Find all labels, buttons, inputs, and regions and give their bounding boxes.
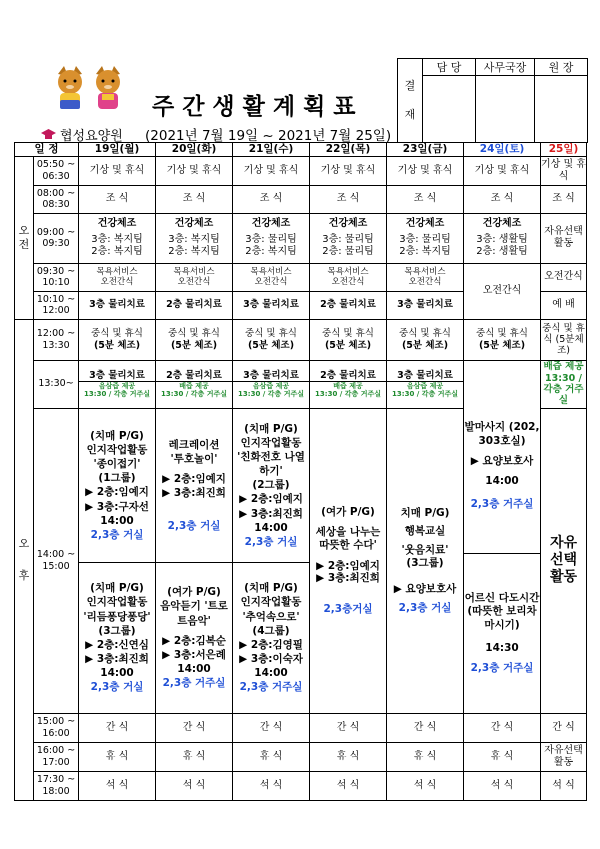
program-tag: 치매 P/G) xyxy=(400,506,450,519)
cell-worship-sun: 예 배 xyxy=(541,291,587,319)
cell-exercise-mon xyxy=(79,213,156,263)
program-sat-tea xyxy=(464,553,540,713)
cell-lunch xyxy=(464,319,541,360)
cell-wake-sun: 기상 및 휴식 xyxy=(541,156,587,185)
time-slot: 05:50 ~ 06:30 xyxy=(34,156,79,185)
team-3f: 3층: 복지팀 xyxy=(91,234,143,246)
period-pm-char1: 오 xyxy=(18,537,30,551)
exercise-title: 건강체조 xyxy=(251,218,291,230)
drink-place: 13:30 / 각층 거주실 xyxy=(161,390,227,399)
cell-lunch-sun: 중식 및 휴식 (5분체조) xyxy=(541,319,587,360)
cell-dinner: 석 식 xyxy=(541,771,587,800)
lunch-sub: (5분 체조) xyxy=(324,339,372,351)
am-snack-label: 오전간식 xyxy=(254,277,288,288)
cell-drink-sun: 배즙 제공 13:30 / 각층 거주실 xyxy=(541,360,587,408)
cell-rest: 휴 식 xyxy=(233,742,310,771)
program-place: 2,3층 거주실 xyxy=(239,681,303,694)
program-name: 레크레이션 xyxy=(168,438,220,451)
lunch-label: 중식 및 휴식 xyxy=(399,328,451,340)
org-name: 협성요양원 xyxy=(60,129,123,144)
program-staff-3f: ▶ 3층:서은례 xyxy=(162,648,226,661)
cell-exercise-fri xyxy=(387,213,464,263)
col-header-fri: 23일(금) xyxy=(387,143,464,157)
drink-note: 음삼즙 제공 xyxy=(98,381,136,390)
lunch-label: 중식 및 휴식 xyxy=(322,328,374,340)
cell-rest: 휴 식 xyxy=(387,742,464,771)
program-sat-foot-massage xyxy=(464,379,540,554)
lunch-label: 중식 및 휴식 xyxy=(91,328,143,340)
period-am-char2: 전 xyxy=(18,237,30,251)
lunch-sub: (5분 체조) xyxy=(247,339,295,351)
bath-label: 목욕서비스 xyxy=(327,266,369,277)
program-staff-2f: ▶ 2층:임예지 xyxy=(162,473,226,486)
cell-dinner: 석 식 xyxy=(233,771,310,800)
therapy-label: 3층 물리치료 xyxy=(243,369,299,381)
time-slot: 08:00 ~ 08:30 xyxy=(34,185,79,213)
cell-dinner: 석 식 xyxy=(156,771,233,800)
bath-label: 목욕서비스 xyxy=(250,266,292,277)
program-staff-3f: ▶ 3층:최진희 xyxy=(85,653,149,666)
program-tag: (치매 P/G) xyxy=(244,422,298,435)
program-tag: (여가 P/G) xyxy=(321,505,375,518)
team-3f: 3층: 복지팀 xyxy=(168,234,220,246)
cell-wake: 기상 및 휴식 xyxy=(233,156,310,185)
cell-breakfast: 조 식 xyxy=(79,185,156,213)
program-staff-2f: ▶ 2층:김복순 xyxy=(162,634,226,647)
col-header-thu: 22일(목) xyxy=(310,143,387,157)
program-time: 14:00 xyxy=(485,475,519,488)
program-group: (3그룹) xyxy=(98,624,136,637)
drink-note: 배즙 제공 xyxy=(179,381,209,390)
bath-label: 목욕서비스 xyxy=(173,266,215,277)
team-3f: 3층: 물리팀 xyxy=(399,234,451,246)
am-snack-label: 오전간식 xyxy=(100,277,134,288)
program-name: 인지작업활동 '리듬퐁당퐁당' xyxy=(83,596,151,623)
team-2f: 2층: 복지팀 xyxy=(91,246,143,258)
cell-exercise-tue xyxy=(156,213,233,263)
lunch-label: 중식 및 휴식 xyxy=(168,328,220,340)
cell-free-sun: 자유선택 활동 xyxy=(541,213,587,263)
program-staff: ▶ 요양보호사 xyxy=(470,455,534,468)
approval-side-label xyxy=(398,59,423,143)
time-slot: 17:30 ~ 18:00 xyxy=(34,771,79,800)
approval-side-top: 결 xyxy=(404,78,416,92)
drink-note: 배즙 제공 xyxy=(333,381,363,390)
cell-bath xyxy=(79,263,156,291)
cell-bath xyxy=(233,263,310,291)
program-tag: (치매 P/G) xyxy=(90,429,144,442)
time-slot: 15:00 ~ 16:00 xyxy=(34,713,79,742)
col-header-tue: 20일(화) xyxy=(156,143,233,157)
cell-snack: 간 식 xyxy=(233,713,310,742)
program-place: 2,3층거실 xyxy=(323,602,373,615)
program-sub: '투호놀이' xyxy=(170,453,218,466)
date-range: (2021년 7월 19일 ~ 2021년 7월 25일) xyxy=(145,128,392,144)
drink-place: 13:30 / 각층 거주실 xyxy=(238,390,304,399)
cell-snack: 간 식 xyxy=(156,713,233,742)
cell-breakfast: 조 식 xyxy=(387,185,464,213)
time-slot: 16:00 ~ 17:00 xyxy=(34,742,79,771)
program-group: (3그룹) xyxy=(406,556,444,569)
cell-wake: 기상 및 휴식 xyxy=(156,156,233,185)
program-time: 14:00 xyxy=(254,521,288,534)
program-time: 14:30 xyxy=(485,641,519,654)
cell-program-tue xyxy=(156,408,233,713)
cell-therapy: 3층 물리치료 xyxy=(233,291,310,319)
cell-snack: 간 식 xyxy=(387,713,464,742)
cell-dinner: 석 식 xyxy=(79,771,156,800)
program-place: 2,3층 거주실 xyxy=(470,497,534,510)
cell-wake: 기상 및 휴식 xyxy=(387,156,464,185)
program-name: 인지작업활동 '친화전호 나열하기' xyxy=(237,436,305,478)
col-header-wed: 21일(수) xyxy=(233,143,310,157)
program-group: (4그룹) xyxy=(252,624,290,637)
cell-exercise-sat xyxy=(464,213,541,263)
program-staff-2f: ▶ 2층:임예지 xyxy=(239,493,303,506)
cell-program-fri xyxy=(387,408,464,713)
program-staff-3f: ▶ 3층:최진희 xyxy=(239,507,303,520)
col-header-sat: 24일(토) xyxy=(464,143,541,157)
program-staff-2f: ▶ 2층:임예지 xyxy=(85,486,149,499)
cell-program-thu xyxy=(310,408,387,713)
program-time: 14:00 xyxy=(254,667,288,680)
cell-bath xyxy=(387,263,464,291)
time-slot: 12:00 ~ 13:30 xyxy=(34,319,79,360)
program-staff-3f: ▶ 3층:구자선 xyxy=(85,500,149,513)
time-slot: 14:00 ~ 15:00 xyxy=(34,408,79,713)
schedule-table xyxy=(14,142,587,801)
cell-exercise-thu xyxy=(310,213,387,263)
program-time: 14:00 xyxy=(177,663,211,676)
cell-rest: 휴 식 xyxy=(156,742,233,771)
cell-exercise-wed xyxy=(233,213,310,263)
lunch-sub: (5분 체조) xyxy=(93,339,141,351)
program-name: 어르신 다도시간 (따뜻한 보리차 마시기) xyxy=(464,591,540,631)
approval-role-staff: 담 당 xyxy=(423,59,476,76)
cell-snack: 간 식 xyxy=(79,713,156,742)
cell-dinner: 석 식 xyxy=(310,771,387,800)
program-place: 2,3층 거실 xyxy=(90,528,144,541)
cell-lunch xyxy=(156,319,233,360)
team-2f: 2층: 생활팀 xyxy=(476,246,528,258)
therapy-label: 3층 물리치료 xyxy=(397,369,453,381)
cell-breakfast: 조 식 xyxy=(156,185,233,213)
approval-sign-manager xyxy=(476,76,535,143)
program-staff-2f: ▶ 2층:신연심 xyxy=(85,638,149,651)
program-wed-1 xyxy=(233,409,309,563)
team-2f: 2층: 복지팀 xyxy=(168,246,220,258)
cell-lunch xyxy=(233,319,310,360)
cell-therapy: 2층 물리치료 xyxy=(156,291,233,319)
cell-therapy: 3층 물리치료 xyxy=(387,291,464,319)
exercise-title: 건강체조 xyxy=(97,218,137,230)
cell-1330-wed xyxy=(233,360,310,408)
program-name: 행복교실 xyxy=(404,525,446,538)
cell-1330-thu xyxy=(310,360,387,408)
program-name: 인지작업활동 '종이접기' xyxy=(86,443,148,470)
cell-breakfast: 조 식 xyxy=(310,185,387,213)
am-snack-label: 오전간식 xyxy=(331,277,365,288)
approval-side-bottom: 재 xyxy=(404,107,416,121)
time-slot: 10:10 ~ 12:00 xyxy=(34,291,79,319)
team-2f: 2층: 복지팀 xyxy=(399,246,451,258)
program-staff-3f: ▶ 3층:최진희 xyxy=(162,487,226,500)
program-group: (1그룹) xyxy=(98,472,136,485)
cell-dinner: 석 식 xyxy=(464,771,541,800)
lunch-label: 중식 및 휴식 xyxy=(476,328,528,340)
cell-bath xyxy=(310,263,387,291)
cell-rest: 휴 식 xyxy=(310,742,387,771)
drink-place: 13:30 / 각층 거주실 xyxy=(315,390,381,399)
cell-rest: 휴 식 xyxy=(79,742,156,771)
program-time: 14:00 xyxy=(100,667,134,680)
program-mon-2 xyxy=(79,562,155,713)
program-name: 음악듣기 '트로트음악' xyxy=(160,600,228,627)
bath-label: 목욕서비스 xyxy=(96,266,138,277)
lunch-sub: (5분 체조) xyxy=(478,339,526,351)
cell-lunch xyxy=(79,319,156,360)
graduation-cap-icon xyxy=(40,128,57,141)
am-snack-label: 오전간식 xyxy=(408,277,442,288)
program-place: 2,3층 거실 xyxy=(398,601,452,614)
col-header-mon: 19일(월) xyxy=(79,143,156,157)
cell-1330-tue xyxy=(156,360,233,408)
cell-dinner: 석 식 xyxy=(387,771,464,800)
team-2f: 2층: 복지팀 xyxy=(245,246,297,258)
approval-sign-director xyxy=(535,76,588,143)
exercise-title: 건강체조 xyxy=(174,218,214,230)
cell-wake: 기상 및 휴식 xyxy=(79,156,156,185)
program-tue-1 xyxy=(156,409,232,563)
cell-rest: 휴 식 xyxy=(464,742,541,771)
page-title: 주간생활계획표 xyxy=(152,94,364,120)
program-name: 발마사지 (202, 303호실) xyxy=(464,420,540,447)
program-place: 2,3층 거주실 xyxy=(470,661,534,674)
cell-lunch xyxy=(310,319,387,360)
period-pm-char2: 후 xyxy=(18,568,30,582)
program-place: 2,3층 거실 xyxy=(167,519,221,532)
cell-snack: 간 식 xyxy=(541,713,587,742)
program-tag: (치매 P/G) xyxy=(244,582,298,595)
cell-am-snack-sun: 오전간식 xyxy=(541,263,587,291)
program-staff-3f: ▶ 3층:이숙자 xyxy=(239,653,303,666)
cell-snack: 간 식 xyxy=(464,713,541,742)
therapy-label: 2층 물리치료 xyxy=(320,369,376,381)
cell-bath xyxy=(156,263,233,291)
program-staff-3f: ▶ 3층:최진희 xyxy=(316,572,380,585)
cell-free-late-sun: 자유선택 활동 xyxy=(541,742,587,771)
exercise-title: 건강체조 xyxy=(482,218,522,230)
cell-breakfast: 조 식 xyxy=(464,185,541,213)
program-name: 세상을 나누는 따뜻한 수다' xyxy=(315,526,381,551)
program-wed-2 xyxy=(233,562,309,713)
approval-role-manager: 사무국장 xyxy=(476,59,535,76)
therapy-label: 3층 물리치료 xyxy=(89,369,145,381)
bath-label: 목욕서비스 xyxy=(404,266,446,277)
exercise-title: 건강체조 xyxy=(405,218,445,230)
program-tue-2 xyxy=(156,562,232,713)
time-slot: 09:00 ~ 09:30 xyxy=(34,213,79,263)
approval-sign-staff xyxy=(423,76,476,143)
exercise-title: 건강체조 xyxy=(328,218,368,230)
cell-wake: 기상 및 휴식 xyxy=(464,156,541,185)
lunch-label: 중식 및 휴식 xyxy=(245,328,297,340)
cell-1330-fri xyxy=(387,360,464,408)
program-place: 2,3층 거주실 xyxy=(162,677,226,690)
approval-role-director: 원 장 xyxy=(535,59,588,76)
program-time: 14:00 xyxy=(100,514,134,527)
period-am xyxy=(15,156,34,319)
program-staff-2f: ▶ 2층:김영필 xyxy=(239,638,303,651)
period-am-char1: 오 xyxy=(18,224,30,238)
program-tag: (치매 P/G) xyxy=(90,582,144,595)
cell-snack: 간 식 xyxy=(310,713,387,742)
cell-program-mon xyxy=(79,408,156,713)
program-tag: (여가 P/G) xyxy=(167,586,221,599)
cell-free-activity-sun: 자유 선택 활동 xyxy=(541,408,587,713)
program-mon-1 xyxy=(79,409,155,563)
cell-sat-afternoon xyxy=(464,360,541,713)
cell-1330-mon xyxy=(79,360,156,408)
team-3f: 3층: 물리팀 xyxy=(245,234,297,246)
team-2f: 2층: 물리팀 xyxy=(322,246,374,258)
time-slot: 13:30~ xyxy=(34,360,79,408)
program-place: 2,3층 거실 xyxy=(90,681,144,694)
period-pm xyxy=(15,319,34,800)
cell-lunch xyxy=(387,319,464,360)
col-header-schedule: 일 정 xyxy=(15,143,79,157)
cell-breakfast: 조 식 xyxy=(233,185,310,213)
cell-breakfast-sun: 조 식 xyxy=(541,185,587,213)
team-3f: 3층: 생활팀 xyxy=(476,234,528,246)
cell-program-wed xyxy=(233,408,310,713)
time-slot: 09:30 ~ 10:10 xyxy=(34,263,79,291)
program-staff-2f: ▶ 2층:임예지 xyxy=(316,559,380,572)
lunch-sub: (5분 체조) xyxy=(401,339,449,351)
therapy-label: 2층 물리치료 xyxy=(166,369,222,381)
drink-note: 음삼즙 제공 xyxy=(252,381,290,390)
program-name: 인지작업활동 '추억속으로' xyxy=(240,596,302,623)
drink-note: 음삼즙 제공 xyxy=(406,381,444,390)
col-header-sun: 25일) xyxy=(541,143,587,157)
cell-am-snack-sat: 오전간식 xyxy=(464,263,541,319)
program-staff: ▶ 요양보호사 xyxy=(393,583,457,596)
approval-box xyxy=(397,58,588,143)
mascot-image xyxy=(52,64,132,114)
program-place: 2,3층 거실 xyxy=(244,535,298,548)
team-3f: 3층: 물리팀 xyxy=(322,234,374,246)
lunch-sub: (5분 체조) xyxy=(170,339,218,351)
am-snack-label: 오전간식 xyxy=(177,277,211,288)
drink-place: 13:30 / 각층 거주실 xyxy=(84,390,150,399)
program-group: (2그룹) xyxy=(252,479,290,492)
drink-place: 13:30 / 각층 거주실 xyxy=(392,390,458,399)
program-sub: '웃음치료' xyxy=(401,544,449,556)
cell-therapy: 2층 물리치료 xyxy=(310,291,387,319)
cell-therapy: 3층 물리치료 xyxy=(79,291,156,319)
cell-wake: 기상 및 휴식 xyxy=(310,156,387,185)
